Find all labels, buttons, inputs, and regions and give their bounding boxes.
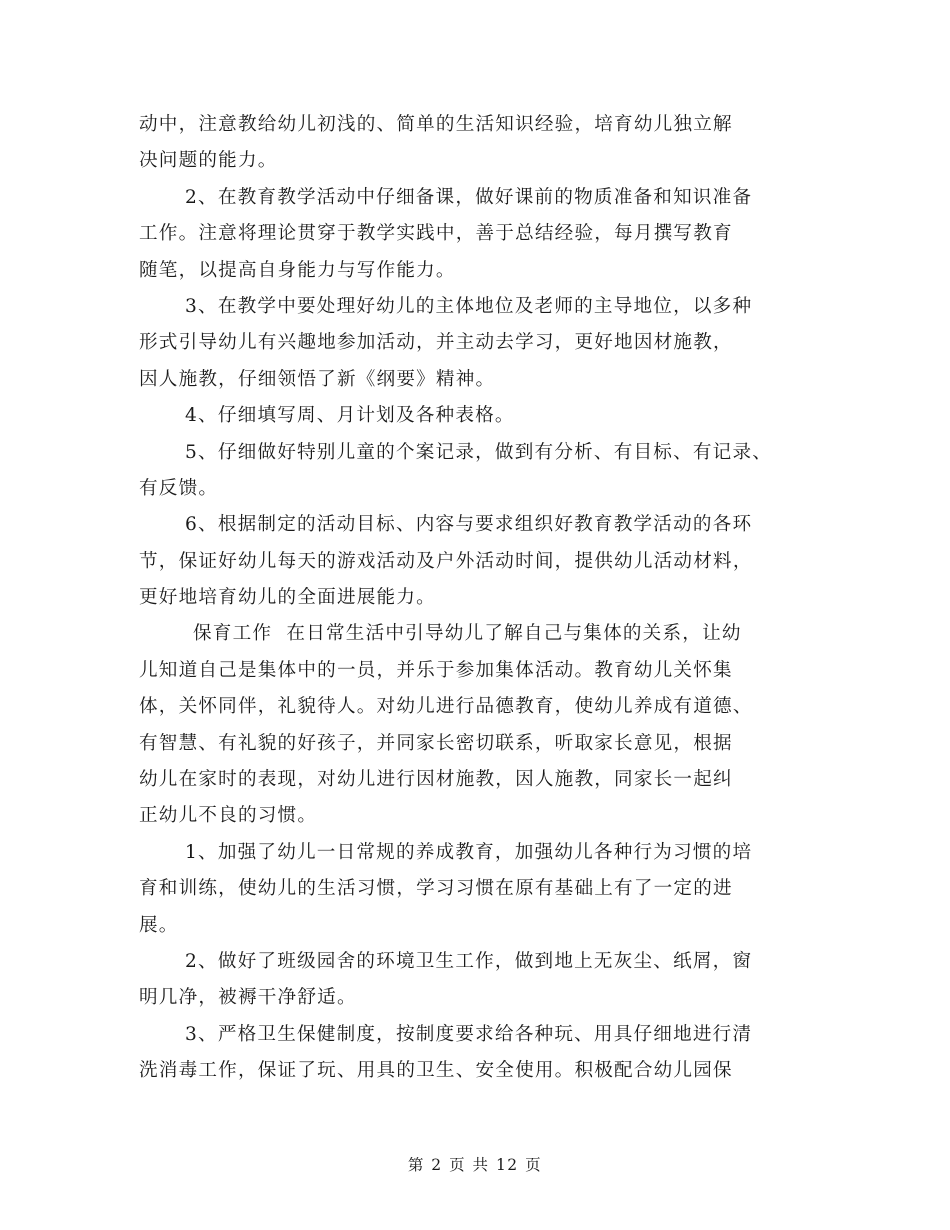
text-line: 育和训练，使幼儿的生活习惯，学习习惯在原有基础上有了一定的进 <box>139 878 733 900</box>
text-line: 3、在教学中要处理好幼儿的主体地位及老师的主导地位，以多种 <box>185 295 753 317</box>
text-line: 动中，注意教给幼儿初浅的、简单的生活知识经验，培育幼儿独立解 <box>139 114 733 135</box>
section-heading-line: 保育工作 在日常生活中引导幼儿了解自己与集体的关系，让幼 <box>193 623 742 645</box>
text-line: 洗消毒工作，保证了玩、用具的卫生、安全使用。积极配合幼儿园保 <box>139 1060 733 1082</box>
text-line: 节，保证好幼儿每天的游戏活动及户外活动时间，提供幼儿活动材料， <box>139 550 753 572</box>
text-line: 6、根据制定的活动目标、内容与要求组织好教育教学活动的各环 <box>185 514 753 536</box>
text-line: 明几净，被褥干净舒适。 <box>139 987 357 1009</box>
page-number-footer: 第 2 页 共 12 页 <box>407 1156 543 1174</box>
text-line: 3、严格卫生保健制度，按制度要求给各种玩、用具仔细地进行清 <box>185 1023 753 1045</box>
text-line: 更好地培育幼儿的全面进展能力。 <box>139 587 436 609</box>
text-line: 随笔，以提高自身能力与写作能力。 <box>139 259 456 281</box>
text-line: 1、加强了幼儿一日常规的养成教育，加强幼儿各种行为习惯的培 <box>185 841 753 863</box>
text-line: 4、仔细填写周、月计划及各种表格。 <box>185 405 515 427</box>
text-line: 工作。注意将理论贯穿于教学实践中，善于总结经验，每月撰写教育 <box>139 223 733 245</box>
text-line: 决问题的能力。 <box>139 150 278 172</box>
document-body <box>139 107 809 1090</box>
text-line: 儿知道自己是集体中的一员，并乐于参加集体活动。教育幼儿关怀集 <box>139 659 733 681</box>
text-line: 2、在教育教学活动中仔细备课，做好课前的物质准备和知识准备 <box>185 186 753 208</box>
text-line: 5、仔细做好特别儿童的个案记录，做到有分析、有目标、有记录、 <box>185 441 773 463</box>
text-line: 正幼儿不良的习惯。 <box>139 805 318 827</box>
text-line: 2、做好了班级园舍的环境卫生工作，做到地上无灰尘、纸屑，窗 <box>185 950 753 972</box>
text-line: 因人施教，仔细领悟了新《纲要》精神。 <box>139 368 496 390</box>
text-line: 体，关怀同伴，礼貌待人。对幼儿进行品德教育，使幼儿养成有道德、 <box>139 696 753 718</box>
text-line: 展。 <box>139 914 179 936</box>
text-line: 有反馈。 <box>139 477 219 499</box>
text-line: 幼儿在家时的表现，对幼儿进行因材施教，因人施教，同家长一起纠 <box>139 769 733 791</box>
text-line: 形式引导幼儿有兴趣地参加活动，并主动去学习，更好地因材施教， <box>139 332 733 354</box>
text-line: 有智慧、有礼貌的好孩子，并同家长密切联系，听取家长意见，根据 <box>139 732 733 754</box>
